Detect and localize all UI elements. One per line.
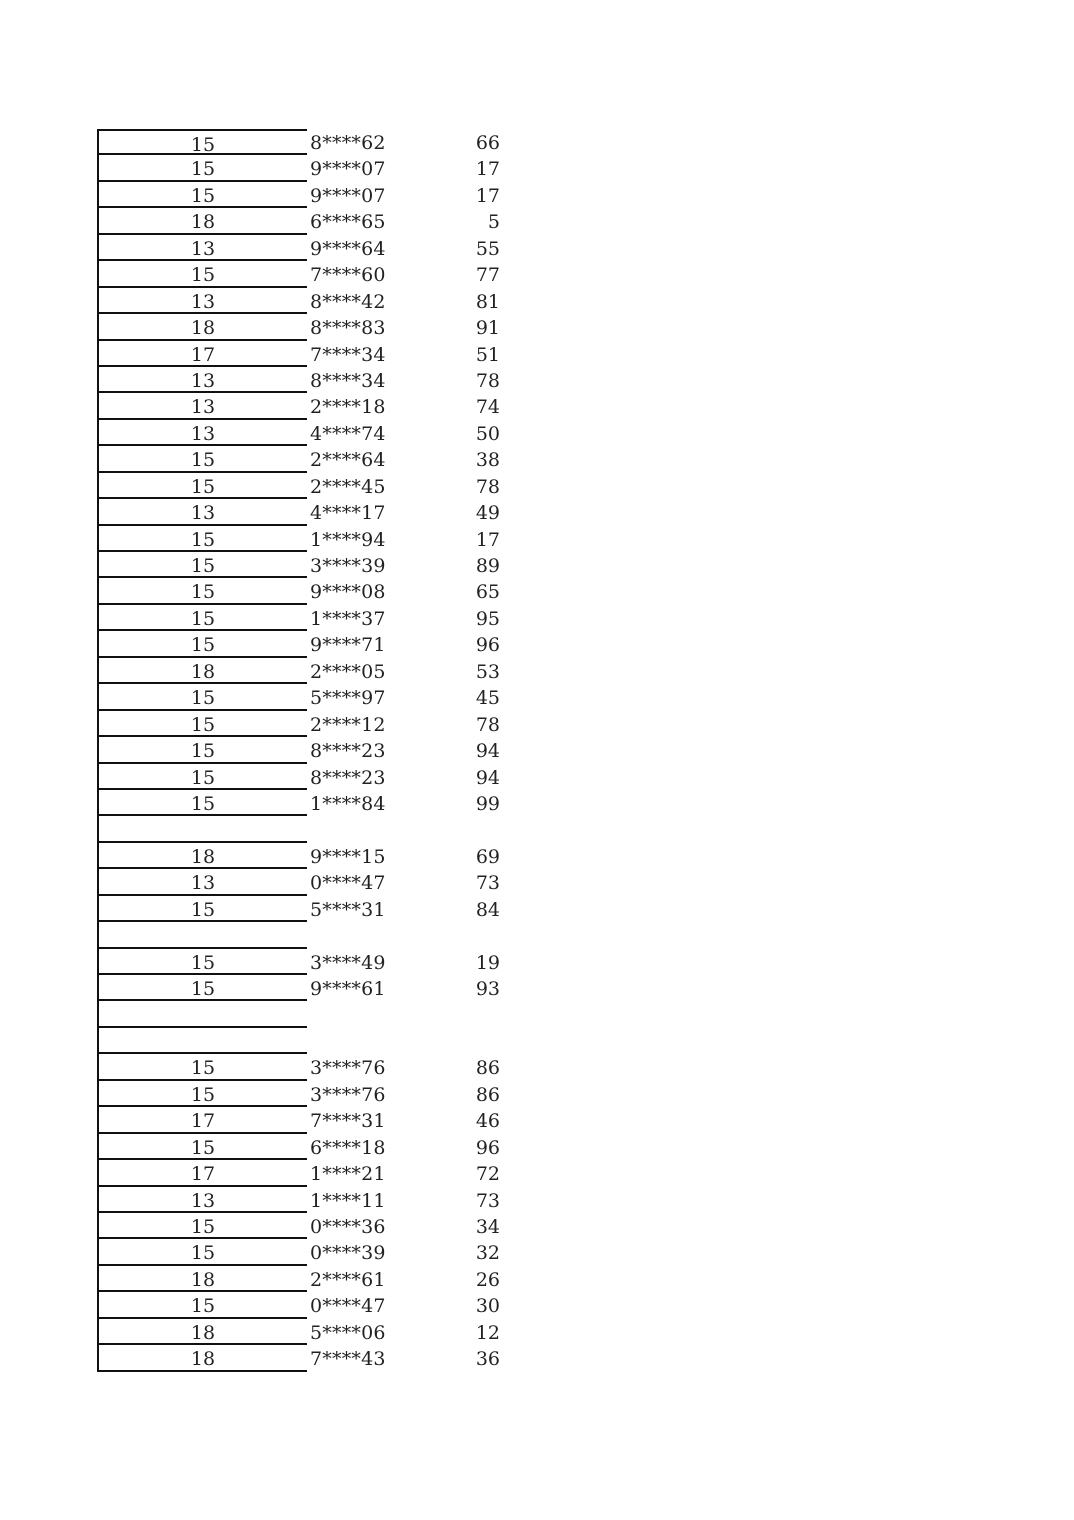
cell-column-a[interactable]: 13	[97, 288, 307, 314]
cell-column-c[interactable]: 12	[475, 1321, 500, 1344]
cell-column-c[interactable]: 81	[475, 290, 500, 313]
cell-column-b[interactable]: 8****23	[310, 740, 386, 763]
cell-column-a[interactable]: 17	[97, 1107, 307, 1133]
table-row	[97, 1107, 517, 1133]
cell-column-a[interactable]: 15	[97, 737, 307, 763]
cell-column-b[interactable]: 2****64	[310, 449, 386, 472]
cell-column-b[interactable]: 6****65	[310, 211, 386, 234]
cell-column-c[interactable]: 74	[475, 396, 500, 419]
cell-column-b[interactable]: 8****34	[310, 369, 386, 392]
table-row	[97, 790, 517, 816]
cell-column-b[interactable]: 7****43	[310, 1348, 386, 1371]
table-row	[97, 288, 517, 314]
table-row	[97, 737, 517, 763]
cell-column-a[interactable]: 15	[97, 129, 307, 155]
cell-column-a[interactable]: 15	[97, 578, 307, 604]
table-row	[97, 1134, 517, 1160]
cell-column-a[interactable]: 18	[97, 208, 307, 234]
table-row	[97, 155, 517, 181]
cell-column-a[interactable]: 15	[97, 1134, 307, 1160]
cell-column-a[interactable]: 15	[97, 155, 307, 181]
table-row	[97, 420, 517, 446]
cell-column-b[interactable]: 1****37	[310, 607, 386, 630]
cell-column-c[interactable]: 78	[475, 713, 500, 736]
cell-column-b[interactable]: 9****15	[310, 845, 386, 868]
cell-column-b[interactable]: 1****21	[310, 1163, 386, 1186]
cell-column-c[interactable]: 46	[475, 1110, 500, 1133]
table-row	[97, 1001, 517, 1027]
cell-column-b[interactable]: 3****76	[310, 1057, 386, 1080]
cell-column-c[interactable]: 78	[475, 475, 500, 498]
cell-column-a[interactable]: 15	[97, 764, 307, 790]
cell-column-c[interactable]: 49	[475, 502, 500, 525]
cell-column-a[interactable]: 15	[97, 631, 307, 657]
table-row	[97, 367, 517, 393]
cell-column-c[interactable]: 95	[475, 607, 500, 630]
cell-column-b[interactable]: 0****39	[310, 1242, 386, 1265]
table-row	[97, 949, 517, 975]
cell-column-b[interactable]: 9****08	[310, 581, 386, 604]
cell-column-c[interactable]: 17	[475, 184, 500, 207]
cell-column-b[interactable]: 1****84	[310, 792, 386, 815]
cell-column-c[interactable]: 94	[475, 766, 500, 789]
cell-column-c[interactable]: 91	[475, 317, 500, 340]
cell-column-a[interactable]: 15	[97, 975, 307, 1001]
cell-column-a[interactable]: 15	[97, 446, 307, 472]
cell-column-a[interactable]: 15	[97, 552, 307, 578]
cell-column-b[interactable]: 7****34	[310, 343, 386, 366]
table-row	[97, 711, 517, 737]
cell-column-a[interactable]: 17	[97, 1160, 307, 1186]
cell-column-b[interactable]: 1****11	[310, 1189, 386, 1212]
cell-column-a[interactable]: 18	[97, 1266, 307, 1292]
cell-column-b[interactable]: 2****12	[310, 713, 386, 736]
cell-column-c[interactable]: 77	[475, 264, 500, 287]
table-row	[97, 631, 517, 657]
cell-column-b[interactable]: 8****23	[310, 766, 386, 789]
cell-column-a[interactable]: 15	[97, 711, 307, 737]
cell-column-c[interactable]: 72	[475, 1163, 500, 1186]
cell-column-c[interactable]: 26	[475, 1268, 500, 1291]
cell-column-c[interactable]: 73	[475, 1189, 500, 1212]
cell-column-c[interactable]: 78	[475, 369, 500, 392]
cell-column-a[interactable]: 15	[97, 949, 307, 975]
cell-column-a[interactable]: 13	[97, 869, 307, 895]
cell-column-c[interactable]: 65	[475, 581, 500, 604]
cell-column-b[interactable]: 0****47	[310, 1295, 386, 1318]
cell-column-a[interactable]	[97, 922, 307, 948]
cell-column-c[interactable]: 17	[475, 528, 500, 551]
table-row	[97, 975, 517, 1001]
table-row	[97, 1028, 517, 1054]
table-row	[97, 1266, 517, 1292]
table-row	[97, 235, 517, 261]
cell-column-c[interactable]: 51	[475, 343, 500, 366]
cell-column-a[interactable]: 15	[97, 526, 307, 552]
cell-column-b[interactable]: 8****62	[310, 132, 386, 154]
table-row	[97, 684, 517, 710]
table-row	[97, 314, 517, 340]
table-row	[97, 578, 517, 604]
cell-column-b[interactable]: 9****71	[310, 634, 386, 657]
table-row	[97, 658, 517, 684]
cell-column-b[interactable]: 5****06	[310, 1321, 386, 1344]
table-row	[97, 869, 517, 895]
cell-column-c[interactable]: 96	[475, 1136, 500, 1159]
cell-column-b[interactable]: 1****94	[310, 528, 386, 551]
cell-column-c[interactable]: 86	[475, 1057, 500, 1080]
cell-column-b[interactable]: 9****64	[310, 237, 386, 260]
cell-column-b[interactable]: 2****45	[310, 475, 386, 498]
table-row	[97, 1345, 517, 1371]
cell-column-b[interactable]: 9****07	[310, 158, 386, 181]
cell-column-c[interactable]: 53	[475, 660, 500, 683]
cell-column-b[interactable]: 6****18	[310, 1136, 386, 1159]
cell-column-c[interactable]: 17	[475, 158, 500, 181]
cell-column-a[interactable]: 15	[97, 1213, 307, 1239]
table-row	[97, 499, 517, 525]
cell-column-a[interactable]: 13	[97, 367, 307, 393]
cell-column-b[interactable]: 2****61	[310, 1268, 386, 1291]
cell-column-a[interactable]: 18	[97, 843, 307, 869]
cell-column-a[interactable]: 18	[97, 1319, 307, 1345]
cell-column-a[interactable]: 13	[97, 1187, 307, 1213]
cell-column-a[interactable]: 13	[97, 420, 307, 446]
cell-column-c[interactable]: 32	[475, 1242, 500, 1265]
cell-column-c[interactable]: 19	[475, 951, 500, 974]
cell-column-c[interactable]: 96	[475, 634, 500, 657]
cell-column-c[interactable]: 36	[475, 1348, 500, 1371]
cell-column-b[interactable]: 3****49	[310, 951, 386, 974]
table-row	[97, 393, 517, 419]
table-row	[97, 261, 517, 287]
cell-column-a[interactable]	[97, 816, 307, 842]
cell-column-b[interactable]: 5****97	[310, 687, 386, 710]
cell-column-b[interactable]: 4****74	[310, 422, 386, 445]
cell-column-a[interactable]: 18	[97, 314, 307, 340]
table-row	[97, 526, 517, 552]
cell-column-a[interactable]: 15	[97, 1054, 307, 1080]
cell-column-a[interactable]: 17	[97, 341, 307, 367]
cell-column-b[interactable]: 5****31	[310, 898, 386, 921]
cell-column-a[interactable]: 15	[97, 261, 307, 287]
table-row	[97, 764, 517, 790]
cell-column-c[interactable]: 86	[475, 1083, 500, 1106]
cell-column-b[interactable]: 9****07	[310, 184, 386, 207]
cell-column-a[interactable]: 15	[97, 896, 307, 922]
table-row	[97, 341, 517, 367]
cell-column-b[interactable]: 4****17	[310, 502, 386, 525]
cell-column-a[interactable]	[97, 1001, 307, 1027]
cell-column-a[interactable]: 15	[97, 473, 307, 499]
cell-column-b[interactable]: 8****83	[310, 317, 386, 340]
cell-column-a[interactable]: 15	[97, 1081, 307, 1107]
cell-column-a[interactable]: 13	[97, 235, 307, 261]
table-row	[97, 208, 517, 234]
cell-column-c[interactable]: 30	[475, 1295, 500, 1318]
cell-column-a[interactable]: 15	[97, 605, 307, 631]
cell-column-c[interactable]: 66	[475, 132, 500, 154]
cell-column-c[interactable]: 84	[475, 898, 500, 921]
cell-column-a[interactable]: 15	[97, 1239, 307, 1265]
cell-column-b[interactable]: 3****39	[310, 555, 386, 577]
table-row	[97, 182, 517, 208]
table-row	[97, 129, 517, 155]
cell-column-c[interactable]: 55	[475, 237, 500, 260]
cell-column-c[interactable]: 93	[475, 978, 500, 1000]
table-row	[97, 843, 517, 869]
table-row	[97, 1213, 517, 1239]
table-row	[97, 1319, 517, 1345]
cell-column-c[interactable]: 34	[475, 1215, 500, 1238]
table-row	[97, 446, 517, 472]
table-row	[97, 1292, 517, 1318]
cell-column-c[interactable]: 73	[475, 872, 500, 895]
cell-column-b[interactable]: 2****18	[310, 396, 386, 419]
cell-column-a[interactable]: 15	[97, 182, 307, 208]
cell-column-b[interactable]: 2****05	[310, 660, 386, 683]
cell-column-b[interactable]: 0****36	[310, 1215, 386, 1238]
cell-column-a[interactable]	[97, 1028, 307, 1054]
table-row	[97, 1239, 517, 1265]
cell-column-a[interactable]: 13	[97, 499, 307, 525]
table-row	[97, 816, 517, 842]
cell-column-b[interactable]: 0****47	[310, 872, 386, 895]
table-row	[97, 1160, 517, 1186]
table-row	[97, 1187, 517, 1213]
cell-column-a[interactable]: 15	[97, 1292, 307, 1318]
cell-column-c[interactable]: 99	[475, 792, 500, 815]
cell-column-a[interactable]: 13	[97, 393, 307, 419]
cell-column-a[interactable]: 18	[97, 1345, 307, 1371]
cell-column-c[interactable]: 69	[475, 845, 500, 868]
cell-column-b[interactable]: 7****31	[310, 1110, 386, 1133]
cell-column-a[interactable]: 15	[97, 684, 307, 710]
cell-column-a[interactable]: 18	[97, 658, 307, 684]
table-row	[97, 473, 517, 499]
cell-column-c[interactable]: 89	[475, 555, 500, 577]
cell-column-b[interactable]: 7****60	[310, 264, 386, 287]
cell-column-c[interactable]: 94	[475, 740, 500, 763]
spreadsheet-table	[97, 129, 517, 1372]
table-row	[97, 1081, 517, 1107]
cell-column-c[interactable]: 5	[487, 211, 500, 234]
table-row	[97, 552, 517, 578]
cell-column-b[interactable]: 9****61	[310, 978, 386, 1000]
table-row	[97, 605, 517, 631]
table-row	[97, 922, 517, 948]
cell-column-c[interactable]: 50	[475, 422, 500, 445]
cell-column-b[interactable]: 8****42	[310, 290, 386, 313]
table-row	[97, 896, 517, 922]
cell-column-b[interactable]: 3****76	[310, 1083, 386, 1106]
cell-column-a[interactable]: 15	[97, 790, 307, 816]
table-row	[97, 1054, 517, 1080]
cell-column-c[interactable]: 38	[475, 449, 500, 472]
cell-column-c[interactable]: 45	[475, 687, 500, 710]
